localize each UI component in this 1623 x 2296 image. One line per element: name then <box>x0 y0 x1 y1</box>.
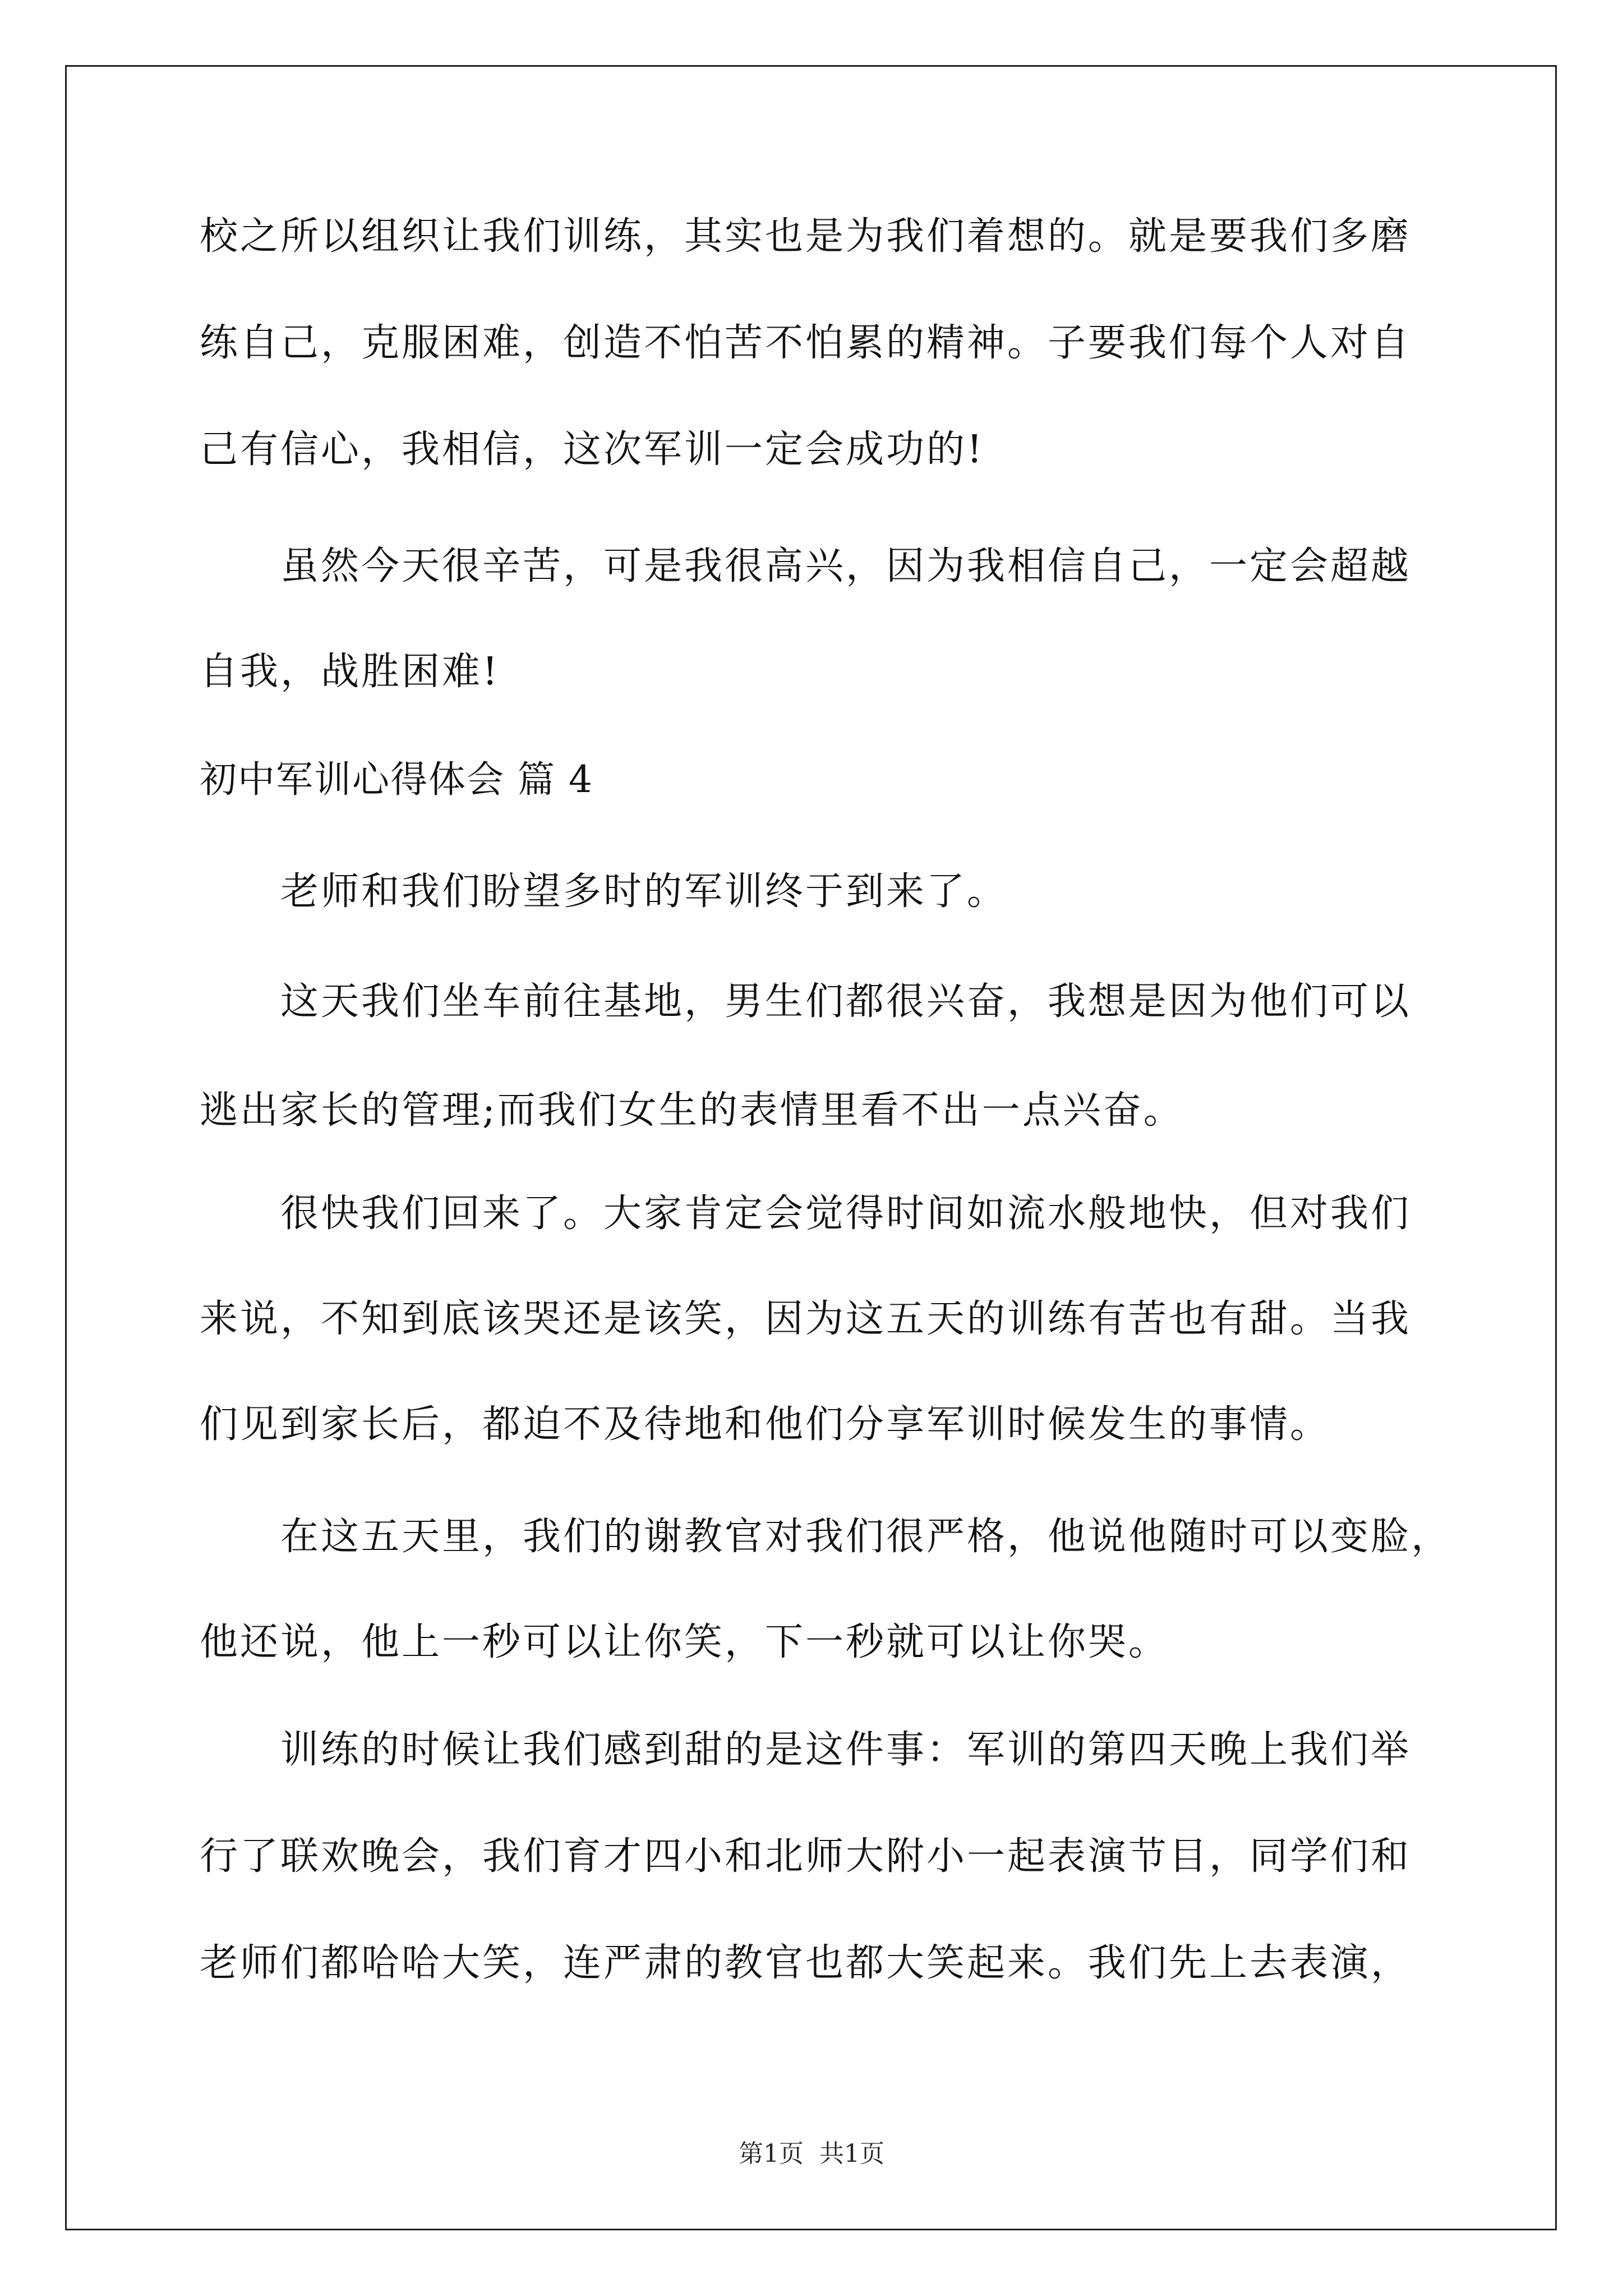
paragraph-start-line: 训练的时候让我们感到甜的是这件事：军训的第四天晚上我们举 <box>280 1728 1412 1772</box>
text-line: 逃出家长的管理;而我们女生的表情里看不出一点兴奋。 <box>200 1088 1184 1133</box>
page-number-current: 第1页 <box>739 2139 804 2168</box>
text-line: 们见到家长后，都迫不及待地和他们分享军训时候发生的事情。 <box>200 1402 1331 1447</box>
paragraph-start-line: 老师和我们盼望多时的军训终于到来了。 <box>280 869 1008 914</box>
text-line: 老师们都哈哈大笑，连严肃的教官也都大笑起来。我们先上去表演， <box>200 1941 1412 1985</box>
page-number-total: 共1页 <box>819 2139 884 2168</box>
text-line: 练自己，克服困难，创造不怕苦不怕累的精神。子要我们每个人对自 <box>200 321 1412 365</box>
paragraph-start-line: 这天我们坐车前往基地，男生们都很兴奋，我想是因为他们可以 <box>280 979 1412 1024</box>
paragraph-start-line: 很快我们回来了。大家肯定会觉得时间如流水般地快，但对我们 <box>280 1191 1412 1236</box>
text-line: 己有信心，我相信，这次军训一定会成功的! <box>200 427 985 472</box>
page-border <box>65 65 1557 2230</box>
paragraph-start-line: 在这五天里，我们的谢教官对我们很严格，他说他随时可以变脸， <box>280 1515 1452 1559</box>
section-heading: 初中军训心得体会 篇 4 <box>200 758 593 801</box>
text-line: 校之所以组织让我们训练，其实也是为我们着想的。就是要我们多磨 <box>200 214 1412 259</box>
page-footer <box>0 2138 1623 2170</box>
text-line: 他还说，他上一秒可以让你笑，下一秒就可以让你哭。 <box>200 1620 1169 1664</box>
paragraph-start-line: 虽然今天很辛苦，可是我很高兴，因为我相信自己，一定会超越 <box>280 544 1412 588</box>
text-line: 行了联欢晚会，我们育才四小和北师大附小一起表演节目，同学们和 <box>200 1834 1412 1879</box>
text-line: 来说，不知到底该哭还是该笑，因为这五天的训练有苦也有甜。当我 <box>200 1297 1412 1341</box>
text-line: 自我，战胜困难! <box>200 650 500 694</box>
